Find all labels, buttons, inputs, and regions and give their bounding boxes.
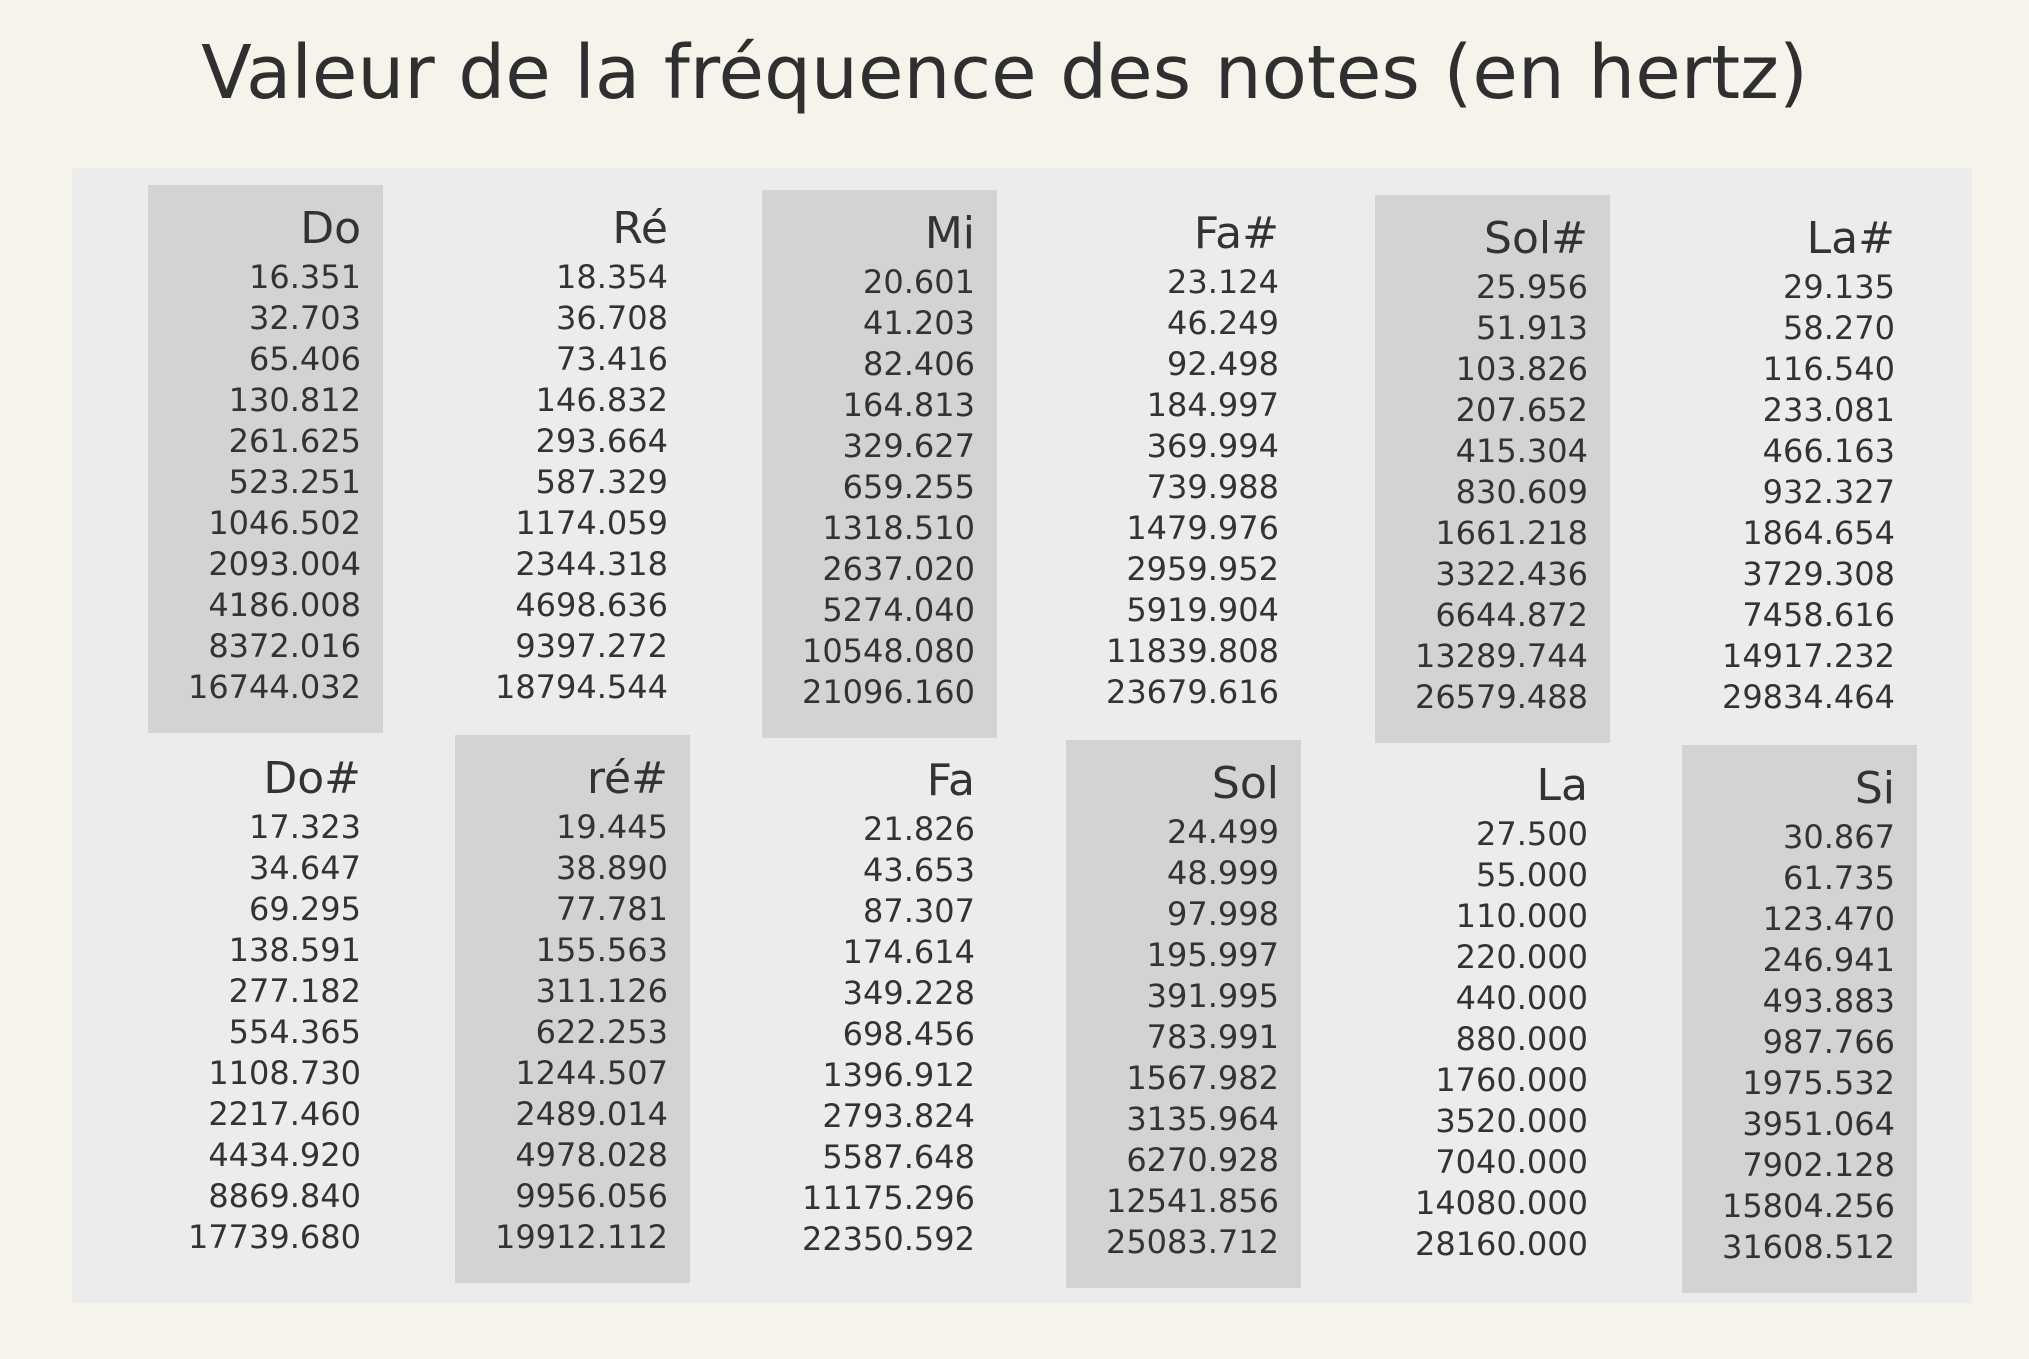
frequency-value: 18794.544 (494, 668, 668, 706)
frequency-value: 3135.964 (1126, 1100, 1279, 1138)
note-name: Do# (263, 753, 361, 804)
frequency-value: 207.652 (1455, 391, 1588, 429)
frequency-value: 4698.636 (515, 586, 668, 624)
frequency-value: 8372.016 (208, 627, 361, 665)
frequency-value: 123.470 (1762, 900, 1895, 938)
frequency-value: 2793.824 (822, 1097, 975, 1135)
frequency-value: 7902.128 (1742, 1146, 1895, 1184)
frequency-value: 659.255 (842, 468, 975, 506)
frequency-value: 554.365 (228, 1013, 361, 1051)
frequency-value: 23679.616 (1105, 673, 1279, 711)
frequency-list (148, 807, 361, 1258)
note-name: Mi (924, 208, 975, 259)
frequency-value: 12541.856 (1105, 1182, 1279, 1220)
note-column (1375, 742, 1610, 1290)
frequency-value: 1864.654 (1742, 514, 1895, 552)
frequency-value: 43.653 (863, 851, 975, 889)
frequency-value: 246.941 (1762, 941, 1895, 979)
frequency-value: 7040.000 (1435, 1143, 1588, 1181)
frequency-value: 3322.436 (1435, 555, 1588, 593)
frequency-value: 138.591 (228, 931, 361, 969)
frequency-list (1375, 267, 1588, 718)
frequency-value: 830.609 (1455, 473, 1588, 511)
frequency-value: 5919.904 (1126, 591, 1279, 629)
frequency-value: 261.625 (228, 422, 361, 460)
frequency-value: 220.000 (1455, 938, 1588, 976)
frequency-value: 9397.272 (515, 627, 668, 665)
frequency-value: 19912.112 (494, 1218, 668, 1256)
note-name: La# (1806, 213, 1895, 264)
frequency-value: 116.540 (1762, 350, 1895, 388)
frequency-value: 146.832 (535, 381, 668, 419)
frequency-value: 1244.507 (515, 1054, 668, 1092)
frequency-value: 880.000 (1455, 1020, 1588, 1058)
frequency-value: 5274.040 (822, 591, 975, 629)
frequency-value: 2217.460 (208, 1095, 361, 1133)
frequency-value: 1318.510 (822, 509, 975, 547)
note-name: Si (1854, 763, 1895, 814)
frequency-value: 329.627 (842, 427, 975, 465)
note-column (1682, 745, 1917, 1293)
frequency-value: 1396.912 (822, 1056, 975, 1094)
frequency-value: 1174.059 (515, 504, 668, 542)
frequency-value: 698.456 (842, 1015, 975, 1053)
frequency-list (455, 807, 668, 1258)
frequency-value: 58.270 (1783, 309, 1895, 347)
frequency-value: 15804.256 (1721, 1187, 1895, 1225)
frequency-value: 415.304 (1455, 432, 1588, 470)
frequency-value: 622.253 (535, 1013, 668, 1051)
frequency-value: 29.135 (1783, 268, 1895, 306)
frequency-value: 25.956 (1476, 268, 1588, 306)
frequency-value: 24.499 (1167, 813, 1279, 851)
note-name: Ré (612, 203, 668, 254)
frequency-value: 164.813 (842, 386, 975, 424)
frequency-value: 2489.014 (515, 1095, 668, 1133)
frequency-value: 9956.056 (515, 1177, 668, 1215)
frequency-list (1682, 817, 1895, 1268)
note-column (762, 737, 997, 1285)
frequency-value: 4434.920 (208, 1136, 361, 1174)
frequency-value: 21.826 (863, 810, 975, 848)
frequency-value: 277.182 (228, 972, 361, 1010)
frequency-value: 440.000 (1455, 979, 1588, 1017)
frequency-value: 17.323 (249, 808, 361, 846)
note-column (762, 190, 997, 738)
note-name: Sol# (1484, 213, 1588, 264)
note-column (148, 185, 383, 733)
frequency-value: 38.890 (556, 849, 668, 887)
frequency-list (1066, 812, 1279, 1263)
frequency-value: 34.647 (249, 849, 361, 887)
note-column (1682, 195, 1917, 743)
frequency-list (1066, 262, 1279, 713)
frequency-value: 1108.730 (208, 1054, 361, 1092)
frequency-value: 21096.160 (801, 673, 975, 711)
frequency-value: 987.766 (1762, 1023, 1895, 1061)
frequency-value: 2637.020 (822, 550, 975, 588)
frequency-value: 46.249 (1167, 304, 1279, 342)
frequency-value: 29834.464 (1721, 678, 1895, 716)
frequency-value: 466.163 (1762, 432, 1895, 470)
frequency-value: 1760.000 (1435, 1061, 1588, 1099)
frequency-value: 61.735 (1783, 859, 1895, 897)
frequency-value: 22350.592 (801, 1220, 975, 1258)
frequency-value: 587.329 (535, 463, 668, 501)
frequency-value: 16744.032 (187, 668, 361, 706)
frequency-value: 20.601 (863, 263, 975, 301)
frequency-value: 69.295 (249, 890, 361, 928)
frequency-value: 10548.080 (801, 632, 975, 670)
frequency-value: 11839.808 (1105, 632, 1279, 670)
frequency-value: 18.354 (556, 258, 668, 296)
note-column (1066, 190, 1301, 738)
frequency-value: 19.445 (556, 808, 668, 846)
frequency-list (1375, 814, 1588, 1265)
frequency-value: 739.988 (1146, 468, 1279, 506)
note-column (455, 185, 690, 733)
note-name: Fa# (1193, 208, 1279, 259)
frequency-list (762, 262, 975, 713)
frequency-value: 1479.976 (1126, 509, 1279, 547)
note-column (455, 735, 690, 1283)
frequency-value: 65.406 (249, 340, 361, 378)
frequency-value: 51.913 (1476, 309, 1588, 347)
frequency-value: 1046.502 (208, 504, 361, 542)
note-name: Fa (926, 755, 975, 806)
frequency-value: 3729.308 (1742, 555, 1895, 593)
frequency-value: 1975.532 (1742, 1064, 1895, 1102)
note-name: Do (300, 203, 361, 254)
frequency-value: 3951.064 (1742, 1105, 1895, 1143)
frequency-value: 14080.000 (1414, 1184, 1588, 1222)
frequency-value: 4978.028 (515, 1136, 668, 1174)
frequency-value: 36.708 (556, 299, 668, 337)
frequency-value: 27.500 (1476, 815, 1588, 853)
frequency-value: 184.997 (1146, 386, 1279, 424)
frequency-value: 8869.840 (208, 1177, 361, 1215)
frequency-value: 6270.928 (1126, 1141, 1279, 1179)
note-column (1375, 195, 1610, 743)
frequency-value: 174.614 (842, 933, 975, 971)
frequency-value: 1567.982 (1126, 1059, 1279, 1097)
note-name: ré# (586, 753, 668, 804)
frequency-value: 233.081 (1762, 391, 1895, 429)
frequency-value: 48.999 (1167, 854, 1279, 892)
frequency-value: 32.703 (249, 299, 361, 337)
frequency-value: 5587.648 (822, 1138, 975, 1176)
frequency-value: 2093.004 (208, 545, 361, 583)
frequency-value: 31608.512 (1721, 1228, 1895, 1266)
frequency-value: 55.000 (1476, 856, 1588, 894)
frequency-value: 932.327 (1762, 473, 1895, 511)
frequency-list (455, 257, 668, 708)
frequency-value: 6644.872 (1435, 596, 1588, 634)
frequency-value: 11175.296 (801, 1179, 975, 1217)
frequency-value: 293.664 (535, 422, 668, 460)
frequency-value: 155.563 (535, 931, 668, 969)
frequency-value: 92.498 (1167, 345, 1279, 383)
frequency-value: 87.307 (863, 892, 975, 930)
frequency-value: 110.000 (1455, 897, 1588, 935)
frequency-value: 14917.232 (1721, 637, 1895, 675)
frequency-value: 783.991 (1146, 1018, 1279, 1056)
frequency-value: 73.416 (556, 340, 668, 378)
frequency-value: 523.251 (228, 463, 361, 501)
frequency-value: 2344.318 (515, 545, 668, 583)
page-title: Valeur de la fréquence des notes (en hertz) (201, 30, 1808, 116)
frequency-value: 103.826 (1455, 350, 1588, 388)
frequency-value: 23.124 (1167, 263, 1279, 301)
frequency-value: 493.883 (1762, 982, 1895, 1020)
frequency-list (148, 257, 361, 708)
frequency-value: 391.995 (1146, 977, 1279, 1015)
note-name: Sol (1211, 758, 1279, 809)
note-column (1066, 740, 1301, 1288)
frequency-value: 97.998 (1167, 895, 1279, 933)
frequency-value: 82.406 (863, 345, 975, 383)
frequency-value: 195.997 (1146, 936, 1279, 974)
frequency-value: 7458.616 (1742, 596, 1895, 634)
frequency-value: 369.994 (1146, 427, 1279, 465)
frequency-value: 17739.680 (187, 1218, 361, 1256)
frequency-value: 13289.744 (1414, 637, 1588, 675)
frequency-list (1682, 267, 1895, 718)
frequency-value: 349.228 (842, 974, 975, 1012)
frequency-value: 28160.000 (1414, 1225, 1588, 1263)
note-name: La (1536, 760, 1588, 811)
frequency-value: 1661.218 (1435, 514, 1588, 552)
frequency-value: 3520.000 (1435, 1102, 1588, 1140)
frequency-value: 16.351 (249, 258, 361, 296)
frequency-value: 130.812 (228, 381, 361, 419)
frequency-value: 30.867 (1783, 818, 1895, 856)
frequency-list (762, 809, 975, 1260)
frequency-value: 311.126 (535, 972, 668, 1010)
frequency-value: 25083.712 (1105, 1223, 1279, 1261)
note-column (148, 735, 383, 1283)
frequency-value: 2959.952 (1126, 550, 1279, 588)
frequency-value: 41.203 (863, 304, 975, 342)
frequency-value: 4186.008 (208, 586, 361, 624)
frequency-value: 26579.488 (1414, 678, 1588, 716)
frequency-value: 77.781 (556, 890, 668, 928)
